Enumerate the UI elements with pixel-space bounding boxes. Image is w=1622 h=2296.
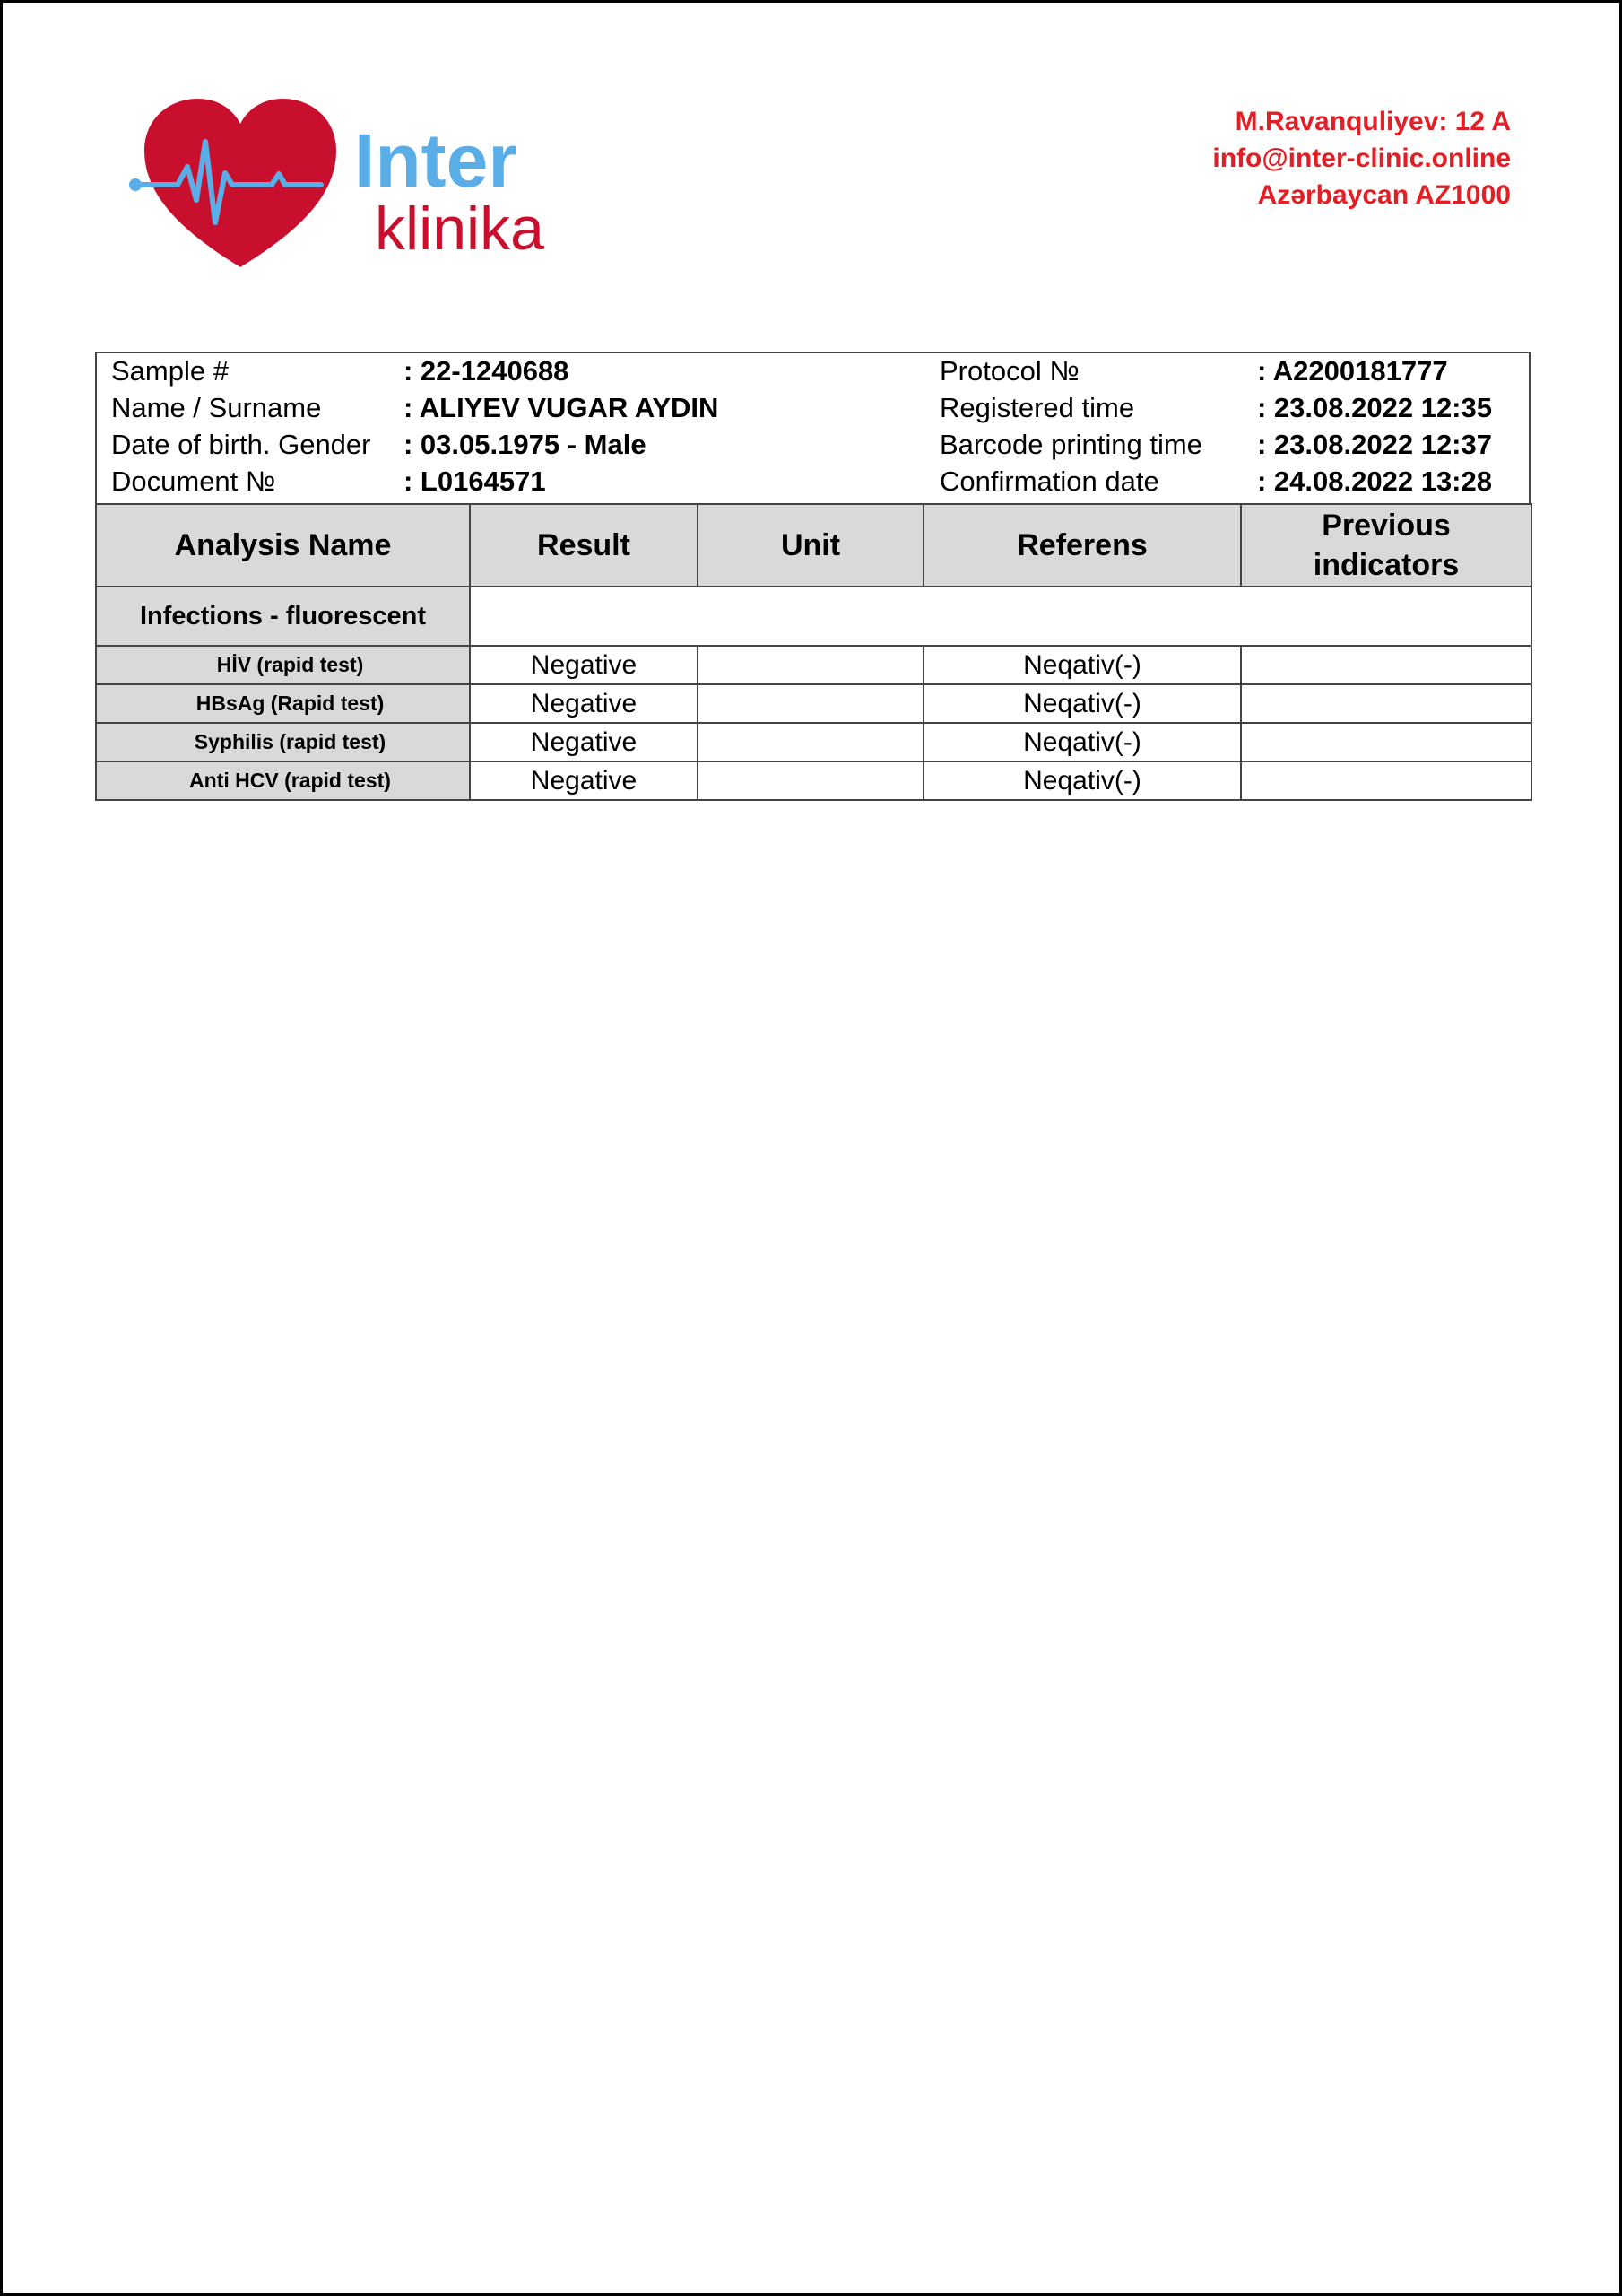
table-row: [96, 761, 1531, 800]
barcode-label: Barcode printing time: [940, 429, 1202, 460]
logo-inter-text: Inter: [354, 118, 518, 203]
test-previous: [1241, 646, 1531, 684]
test-name: HBsAg (Rapid test): [96, 684, 470, 723]
document-label: Document №: [111, 465, 276, 497]
test-reference: Neqativ(-): [924, 761, 1241, 800]
test-previous: [1241, 684, 1531, 723]
test-name: Syphilis (rapid test): [96, 723, 470, 761]
confirmation-value: : 24.08.2022 13:28: [1257, 465, 1492, 497]
header-previous-indicators: Previous indicators: [1241, 504, 1531, 587]
sample-value: : 22-1240688: [403, 355, 569, 387]
address-country: Azərbaycan AZ1000: [1257, 180, 1511, 210]
test-unit: [698, 684, 924, 723]
test-previous: [1241, 723, 1531, 761]
table-row: [96, 646, 1531, 684]
header-result: Result: [470, 504, 698, 587]
table-header-row: [96, 504, 1531, 587]
test-unit: [698, 761, 924, 800]
inter-klinika-logo: [128, 88, 577, 276]
dob-label: Date of birth. Gender: [111, 429, 371, 460]
test-reference: Neqativ(-): [924, 723, 1241, 761]
sample-label: Sample #: [111, 355, 229, 387]
barcode-value: : 23.08.2022 12:37: [1257, 429, 1492, 460]
test-unit: [698, 646, 924, 684]
registered-label: Registered time: [940, 392, 1135, 423]
test-unit: [698, 723, 924, 761]
header-referens: Referens: [924, 504, 1241, 587]
protocol-label: Protocol №: [940, 355, 1080, 387]
test-result: Negative: [470, 723, 698, 761]
confirmation-label: Confirmation date: [940, 465, 1159, 497]
test-name: Anti HCV (rapid test): [96, 761, 470, 800]
dob-value: : 03.05.1975 - Male: [403, 429, 646, 460]
test-result: Negative: [470, 684, 698, 723]
test-previous: [1241, 761, 1531, 800]
group-row-blank: [470, 587, 1531, 646]
test-reference: Neqativ(-): [924, 646, 1241, 684]
name-value: : ALIYEV VUGAR AYDIN: [403, 392, 719, 423]
clinic-address: [1212, 103, 1511, 213]
results-table: [95, 503, 1532, 801]
name-label: Name / Surname: [111, 392, 322, 423]
test-result: Negative: [470, 646, 698, 684]
test-reference: Neqativ(-): [924, 684, 1241, 723]
address-email: info@inter-clinic.online: [1212, 144, 1511, 173]
address-street: M.Ravanquliyev: 12 A: [1235, 107, 1511, 136]
logo-klinika-text: klinika: [375, 195, 544, 263]
table-row: [96, 684, 1531, 723]
document-value: : L0164571: [403, 465, 546, 497]
test-result: Negative: [470, 761, 698, 800]
patient-info-block: [95, 352, 1531, 503]
registered-value: : 23.08.2022 12:35: [1257, 392, 1492, 423]
group-row: [96, 587, 1531, 646]
header-unit: Unit: [698, 504, 924, 587]
protocol-value: : A2200181777: [1257, 355, 1448, 387]
table-row: [96, 723, 1531, 761]
group-name: Infections - fluorescent: [96, 587, 470, 646]
header-analysis-name: Analysis Name: [96, 504, 470, 587]
test-name: HİV (rapid test): [96, 646, 470, 684]
